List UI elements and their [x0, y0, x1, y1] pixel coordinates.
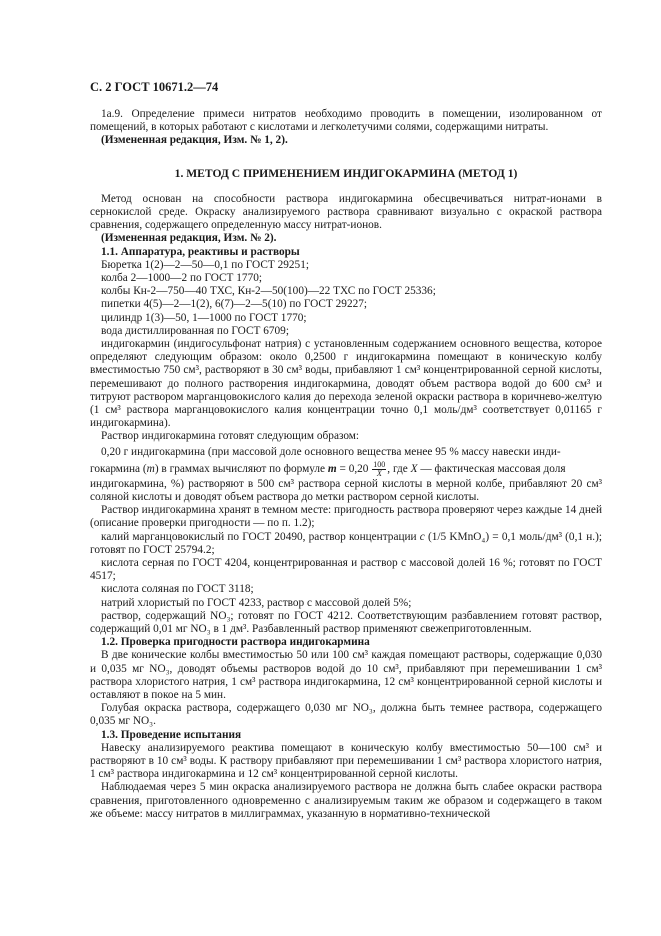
suitability-check-text: В две конические колбы вместимостью 50 или 100 см³ каждая помещают растворы, содержащие 0,030 и 0,035 мг NO₃, доводят объемы растворов водой до 10 см³, прибавляют при перемешивании 1 см³ раствора хлористого натрия, 1 см³ раствора индигокармина, 12 см³ концентрированной серной кислоты и оставляют в покое на 5 мин.	[90, 649, 602, 702]
indigocarmine-description: индигокармин (индигосульфонат натрия) с установленным содержанием основного вещества, которое определяют следующим образом: около 0,2500 г индигокармина помещают в коническую колбу вместимостью 750 см³, растворяют в 30 см³ воды, прибавляют 1 см³ концентрированной серной кислоты, перемешивают до полного растворения индигокармина, доводят объем раствора водой до 600 см³ и титруют раствором марганцовокислого калия до перехода зеленой окраски раствора в коричнево-желтую (1 см³ раствора марганцовокислого калия концентрации точно 0,1 моль/дм³ соответствует 0,01165 г индигокармина).	[90, 338, 602, 430]
preparation-rest: индигокармина, %) растворяют в 500 см³ раствора серной кислоты в мерной колбе, прибавляют 20 см³ соляной кислоты и доводят объем раствора до метки раствором серной кислоты.	[90, 477, 602, 503]
sulfuric-acid-reagent: кислота серная по ГОСТ 4204, концентрированная и раствор с массовой долей 16 %; готовят по ГОСТ 4517;	[90, 556, 602, 583]
preparation-intro: Раствор индигокармина готовят следующим образом:	[101, 430, 360, 443]
suitability-check-result: Голубая окраска раствора, содержащего 0,030 мг NO₃, должна быть темнее раствора, содержащего 0,035 мг NO₃.	[90, 702, 602, 728]
page-header: С. 2 ГОСТ 10671.2—74	[90, 80, 219, 94]
kmno4-reagent: калий марганцовокислый по ГОСТ 20490, раствор концентрации c (1/5 KMnO₄) = 0,1 моль/дм³ (0,1 н.); готовят по ГОСТ 25794.2;	[90, 530, 603, 556]
sodium-chloride-reagent: натрий хлористый по ГОСТ 4233, раствор с массовой долей 5%;	[101, 596, 412, 609]
test-observation-text: Наблюдаемая через 5 мин окраска анализируемого раствора не должна быть слабее окраски раствора сравнения, приготовленного одновременно с анализируемым таким же образом и содержащего в таком же объеме: массу нитратов в миллиграммах, указанную в нормативно-технической	[90, 781, 602, 820]
paragraph-1a9: 1а.9. Определение примеси нитратов необходимо проводить в помещении, изолированном от помещений, в которых работают с кислотами и легколетучими солями, содержащими нитраты.	[90, 108, 602, 134]
hydrochloric-acid-reagent: кислота соляная по ГОСТ 3118;	[101, 583, 254, 596]
preparation-formula-line: гокармина (m) в граммах вычисляют по формуле m = 0,20 $\frac{100}{X}$ , где X — фактическая массовая доля	[90, 459, 566, 478]
storage-note: Раствор индигокармина хранят в темном месте: пригодность раствора проверяют через каждые 14 дней (описание проверки пригодности — по п. 1.2);	[90, 504, 602, 530]
subsection-1-3-title: 1.3. Проведение испытания	[101, 728, 242, 741]
edition-note-1: (Измененная редакция, Изм. № 1, 2).	[101, 134, 288, 147]
apparatus-item: пипетки 4(5)—2—1(2), 6(7)—2—5(10) по ГОСТ 29227;	[101, 298, 368, 311]
apparatus-item: колбы Кн-2—750—40 ТХС, Кн-2—50(100)—22 ТХС по ГОСТ 25336;	[101, 285, 436, 298]
formula-fraction: $\frac{100}{X}$	[373, 459, 386, 478]
method-description: Метод основан на способности раствора индигокармина обесцвечиваться нитрат-ионами в сернокислой среде. Окраску анализируемого раствора сравнивают визуально с окраской раствора сравнения, содержащего определенную массу нитрат-ионов.	[90, 192, 602, 232]
apparatus-item: колба 2—1000—2 по ГОСТ 1770;	[101, 272, 263, 285]
nitrate-solution-reagent: раствор, содержащий NO₃; готовят по ГОСТ 4212. Соответствующим разбавлением готовят раствор, содержащий 0,01 мг NO₃ в 1 дм³. Разбавленный раствор применяют свежеприготовленным.	[90, 609, 602, 635]
section-1-title: 1. МЕТОД С ПРИМЕНЕНИЕМ ИНДИГОКАРМИНА (МЕТОД 1)	[174, 166, 518, 180]
test-procedure-text: Навеску анализируемого реактива помещают в коническую колбу вместимостью 50—100 см³ и растворяют в 10 см³ воды. К раствору прибавляют при перемешивании 1 см³ раствора хлористого натрия, 1 см³ раствора индигокармина и 12 см³ концентрированной серной кислоты.	[90, 741, 602, 781]
apparatus-item: Бюретка 1(2)—2—50—0,1 по ГОСТ 29251;	[101, 258, 309, 271]
subsection-1-2-title: 1.2. Проверка пригодности раствора индигокармина	[101, 636, 370, 649]
apparatus-item: цилиндр 1(3)—50, 1—1000 по ГОСТ 1770;	[101, 311, 307, 324]
apparatus-item: вода дистиллированная по ГОСТ 6709;	[101, 324, 289, 337]
preparation-line: 0,20 г индигокармина (при массовой доле основного вещества менее 95 % массу навески инди-	[101, 445, 561, 458]
subsection-1-1-title: 1.1. Аппаратура, реактивы и растворы	[101, 245, 300, 258]
edition-note-2: (Измененная редакция, Изм. № 2).	[101, 232, 277, 245]
document-body	[90, 108, 602, 821]
